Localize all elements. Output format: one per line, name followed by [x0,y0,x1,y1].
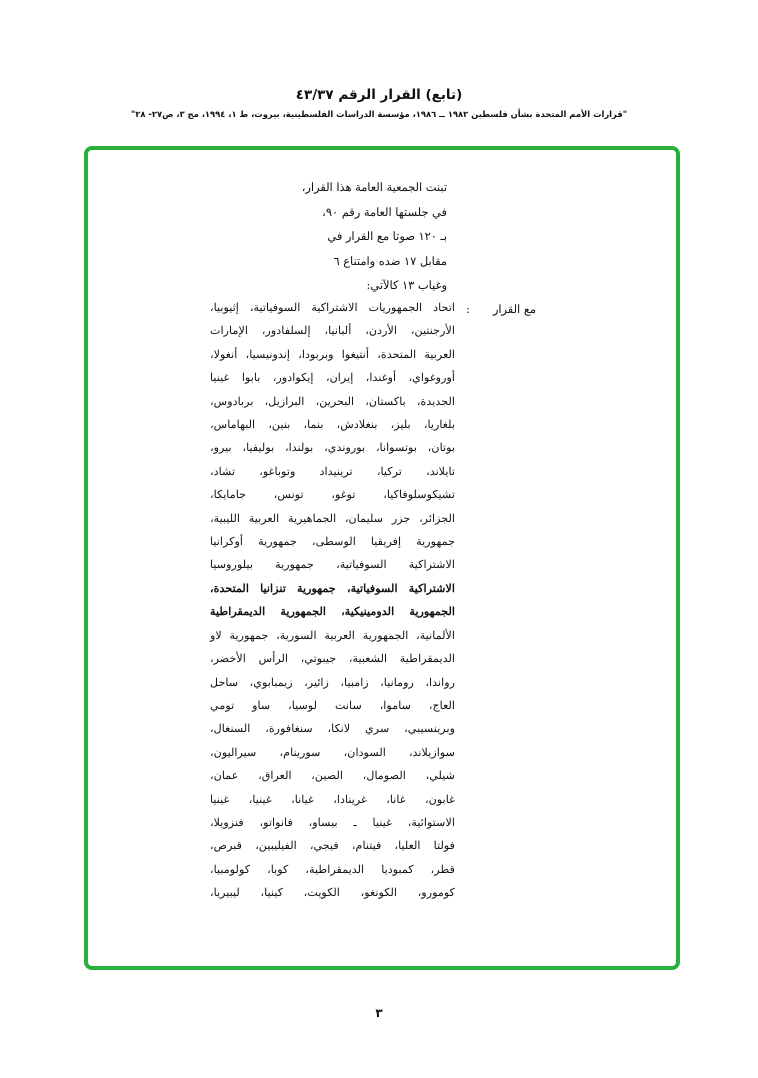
vote-summary-line: مقابل ١٧ ضده وامتناع ٦ [333,253,447,268]
source-citation: "قرارات الأمم المتحدة بشأن فلسطين ١٩٨٢ ــ ١٩٨٦، مؤسسة الدراسات الفلسطينية، بيروت، ط ١، ١٩٩٤، مج ٣، ص٢٧- ٢٨" [130,109,628,119]
country-list-line: الأرجنتين، الأردن، ألبانيا، إلسلفادور، الإمارات [210,324,455,338]
country-list-line: الاشتراكية السوفياتية، جمهورية تنزانيا المتحدة، [210,580,455,595]
label-separator: : [466,302,470,316]
country-list-line: الجمهورية الدومينيكية، الجمهورية الديمقراطية [210,604,455,619]
country-list-line: الجديدة، باكستان، البحرين، البرازيل، بربادوس، [210,394,455,408]
country-list-line: العاج، ساموا، سانت لوسيا، ساو تومي [210,698,455,712]
country-list-line: شيلي، الصومال، الصين، العراق، عمان، [210,769,455,783]
country-list-line: بوتان، بوتسوانا، بوروندي، بولندا، بوليفيا، بيرو، [210,441,455,455]
vote-summary [287,175,447,298]
page-title: (تابع) القرار الرقم ٤٣/٣٧ [295,87,463,103]
country-list-line: تشيكوسلوفاكيا، توغو، تونس، جامايكا، [210,488,455,502]
country-list-line: الاشتراكية السوفياتية، جمهورية بيلوروسيا [210,558,455,572]
vote-summary-line: تبنت الجمعية العامة هذا القرار، [301,180,447,194]
country-list-line: سوازيلاند، السودان، سورينام، سيراليون، [210,745,455,759]
country-list-line: الديمقراطية الشعبية، جيبوتي، الرأس الأخضر، [210,652,455,666]
country-list-line: تايلاند، تركيا، ترينيداد وتوباغو، تشاد، [210,464,455,478]
vote-summary-line: بـ ١٢٠ صوتا مع القرار في [327,229,447,243]
country-list-line: غابون، غانا، غرينادا، غيانا، غينيا، غينيا [210,792,455,806]
country-list-line: الاستوائية، غينيا ـ بيساو، فانواتو، فنزويلا، [210,815,455,829]
page-number: ٣ [375,1006,383,1020]
country-list-line: أوروغواي، أوغندا، إيران، إيكوادور، بابوا غينيا [210,371,455,385]
in-favour-country-list [210,296,455,905]
vote-summary-line: في جلستها العامة رقم ٩٠، [322,204,447,219]
page-header [0,86,758,120]
country-list-line: فولتا العليا، فيتنام، فيجي، الفيليبين، قبرص، [210,839,455,853]
country-list-line: بلغاريا، بليز، بنغلادش، بنما، بنين، البهاماس، [210,418,455,432]
country-list-line: قطر، كمبوديا الديمقراطية، كوبا، كولومبيا، [210,862,455,876]
country-list-line: اتحاد الجمهوريات الاشتراكية السوفياتية، إثيوبيا، [210,301,455,314]
vote-summary-line: وغياب ١٣ كالآتي: [366,278,447,292]
in-favour-label: مع القرار [492,302,536,316]
country-list-line: الجزائر، جزر سليمان، الجماهيرية العربية الليبية، [210,511,455,525]
country-list-line: جمهورية إفريقيا الوسطى، جمهورية أوكرانيا [210,535,455,549]
country-list-line: العربية المتحدة، أنتيغوا وبربودا، إندونيسيا، أنغولا، [210,347,455,361]
country-list-line: الألمانية، الجمهورية العربية السورية، جمهورية لاو [210,628,455,642]
country-list-line: رواندا، رومانيا، زامبيا، زائير، زيمبابوي، ساحل [210,675,455,689]
country-list-line: كومورو، الكونغو، الكويت، كينيا، ليبيريا، [210,886,455,900]
country-list-line: وبرينسيبي، سري لانكا، سنغافورة، السنغال، [210,722,455,736]
